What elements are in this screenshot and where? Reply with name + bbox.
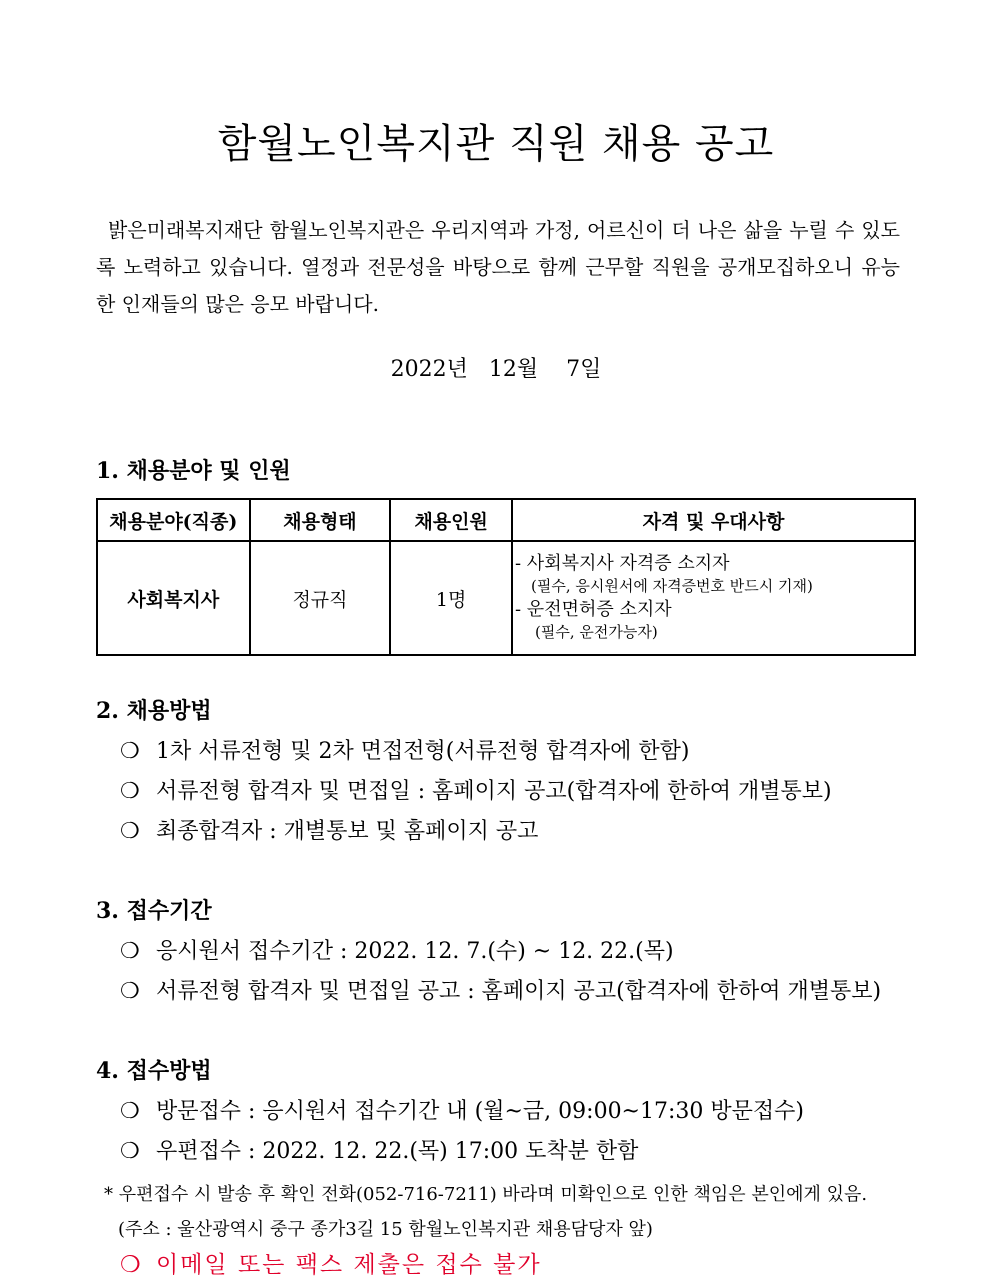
warning-line: ❍ 이메일 또는 팩스 제출은 접수 불가 <box>120 1252 542 1278</box>
bullet-circle-icon: ❍ <box>120 739 140 764</box>
cell-qualification <box>512 541 915 655</box>
section4-heading: 4. 접수방법 <box>96 1058 212 1084</box>
address-note: (주소 : 울산광역시 중구 종가3길 15 함월노인복지관 채용담당자 앞) <box>118 1219 653 1240</box>
list-item: ❍ 응시원서 접수기간 : 2022. 12. 7.(수) ~ 12. 22.(목) <box>120 939 674 964</box>
recruitment-table <box>96 498 916 656</box>
bullet-circle-icon: ❍ <box>120 979 140 1004</box>
list-item: ❍ 1차 서류전형 및 2차 면접전형(서류전형 합격자에 한함) <box>120 739 690 764</box>
qualification-1: - 사회복지사 자격증 소지자 <box>515 553 730 574</box>
list-item: ❍ 우편접수 : 2022. 12. 22.(목) 17:00 도착분 한함 <box>120 1139 639 1164</box>
list-item: ❍ 서류전형 합격자 및 면접일 : 홈페이지 공고(합격자에 한하여 개별통보) <box>120 779 832 804</box>
header-qualification: 자격 및 우대사항 <box>512 499 915 541</box>
table-row <box>97 541 915 655</box>
list-item: ❍ 방문접수 : 응시원서 접수기간 내 (월~금, 09:00~17:30 방문접수) <box>120 1099 804 1124</box>
list-item: ❍ 최종합격자 : 개별통보 및 홈페이지 공고 <box>120 819 539 844</box>
cell-field: 사회복지사 <box>97 541 250 655</box>
section3-heading: 3. 접수기간 <box>96 898 212 924</box>
section2-heading: 2. 채용방법 <box>96 698 212 724</box>
header-type: 채용형태 <box>250 499 391 541</box>
announcement-date: 2022년 12월 7일 <box>390 357 602 382</box>
qualification-2-note: (필수, 운전가능자) <box>535 623 658 641</box>
list-item: ❍ 서류전형 합격자 및 면접일 공고 : 홈페이지 공고(합격자에 한하여 개별통보) <box>120 979 882 1004</box>
mail-note: * 우편접수 시 발송 후 확인 전화(052-716-7211) 바라며 미확인으로 인한 책임은 본인에게 있음. <box>104 1184 868 1205</box>
qualification-2: - 운전면허증 소지자 <box>515 599 672 620</box>
bullet-circle-icon: ❍ <box>120 1139 140 1164</box>
header-count: 채용인원 <box>390 499 512 541</box>
bullet-circle-icon: ❍ <box>120 819 140 844</box>
header-field: 채용분야(직종) <box>97 499 250 541</box>
table-header-row <box>97 499 915 541</box>
bullet-circle-icon: ❍ <box>120 1099 140 1124</box>
intro-paragraph: 밝은미래복지재단 함월노인복지관은 우리지역과 가정, 어르신이 더 나은 삶을 누릴 수 있도록 노력하고 있습니다. 열정과 전문성을 바탕으로 함께 근무할 직원을 공개모집하오니 유능한 인재들의 많은 응모 바랍니다. <box>96 218 900 316</box>
section1-heading: 1. 채용분야 및 인원 <box>96 458 291 484</box>
cell-type: 정규직 <box>250 541 391 655</box>
bullet-circle-icon: ❍ <box>120 1252 141 1278</box>
page-title: 함월노인복지관 직원 채용 공고 <box>217 121 775 167</box>
qualification-1-note: (필수, 응시원서에 자격증번호 반드시 기재) <box>531 577 813 595</box>
cell-count: 1명 <box>390 541 512 655</box>
bullet-circle-icon: ❍ <box>120 779 140 804</box>
bullet-circle-icon: ❍ <box>120 939 140 964</box>
